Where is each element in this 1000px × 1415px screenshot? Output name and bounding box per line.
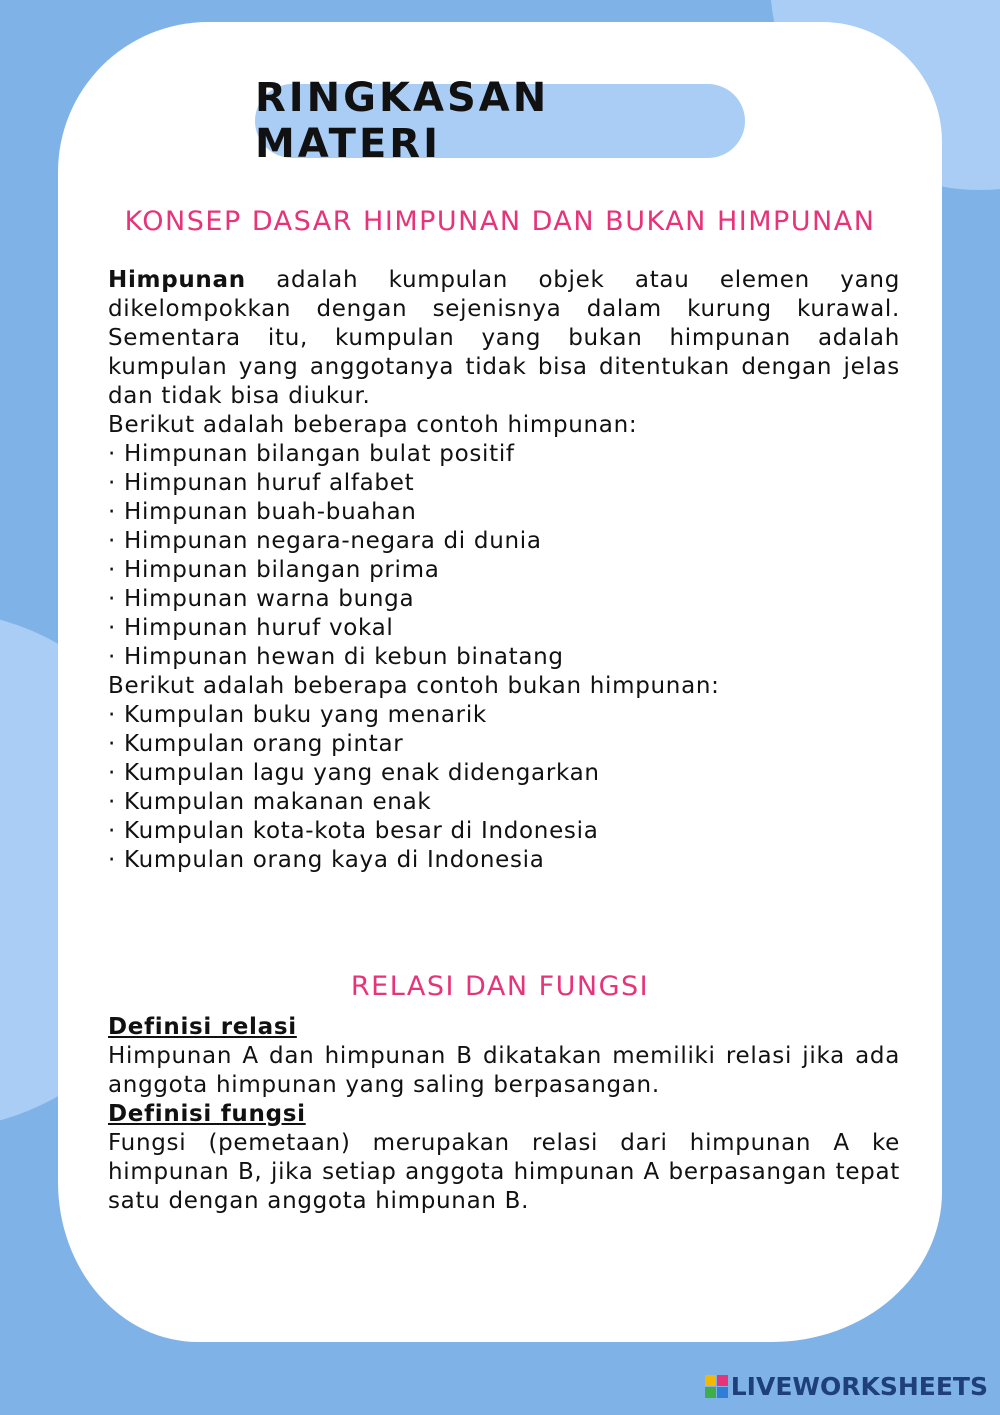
list-item: · Himpunan hewan di kebun binatang	[108, 644, 564, 670]
list-item: · Kumpulan kota-kota besar di Indonesia	[108, 818, 599, 844]
list-item: · Himpunan huruf alfabet	[108, 470, 415, 496]
list-item: · Himpunan negara-negara di dunia	[108, 528, 542, 554]
page-title: RINGKASAN MATERI	[255, 75, 550, 167]
liveworksheets-logo-icon	[705, 1375, 728, 1398]
non-examples-label: Berikut adalah beberapa contoh bukan himpunan:	[108, 673, 720, 699]
list-item: · Himpunan bilangan bulat positif	[108, 441, 515, 467]
fungsi-definition-title: Definisi fungsi	[108, 1101, 306, 1127]
list-item: · Himpunan bilangan prima	[108, 557, 440, 583]
intro-paragraph	[108, 266, 900, 411]
list-item: · Kumpulan orang pintar	[108, 731, 404, 757]
logo-text: LIVEWORKSHEETS	[730, 1372, 988, 1401]
section-heading-relasi: RELASI DAN FUNGSI	[350, 971, 650, 1002]
relasi-definition-text: Himpunan A dan himpunan B dikatakan memiliki relasi jika ada anggota himpunan yang saling berpasangan.	[108, 1043, 900, 1098]
examples-label: Berikut adalah beberapa contoh himpunan:	[108, 412, 638, 438]
list-item: · Kumpulan buku yang menarik	[108, 702, 487, 728]
relasi-fungsi-block	[108, 1013, 900, 1216]
logo-square	[705, 1387, 716, 1398]
section-heading-himpunan: KONSEP DASAR HIMPUNAN DAN BUKAN HIMPUNAN	[124, 206, 876, 237]
fungsi-definition-text: Fungsi (pemetaan) merupakan relasi dari himpunan A ke himpunan B, jika setiap anggota himpunan A berpasangan tepat satu dengan anggota himpunan B.	[108, 1130, 900, 1214]
list-item: · Himpunan huruf vokal	[108, 615, 394, 641]
relasi-definition-title: Definisi relasi	[108, 1014, 297, 1040]
liveworksheets-logo	[705, 1372, 988, 1401]
list-item: · Himpunan buah-buahan	[108, 499, 417, 525]
logo-square	[717, 1387, 728, 1398]
list-item: · Kumpulan lagu yang enak didengarkan	[108, 760, 600, 786]
examples-list	[108, 411, 900, 875]
list-item: · Himpunan warna bunga	[108, 586, 415, 612]
logo-square	[717, 1375, 728, 1386]
list-item: · Kumpulan makanan enak	[108, 789, 432, 815]
intro-text: adalah kumpulan objek atau elemen yang dikelompokkan dengan sejenisnya dalam kurung kurawal. Sementara itu, kumpulan yang bukan himpunan adalah kumpulan yang anggotanya tidak bisa ditentukan dengan jelas dan tidak bisa diukur.	[108, 267, 900, 409]
title-banner	[255, 75, 745, 167]
list-item: · Kumpulan orang kaya di Indonesia	[108, 847, 545, 873]
logo-square	[705, 1375, 716, 1386]
intro-term: Himpunan	[108, 267, 246, 293]
